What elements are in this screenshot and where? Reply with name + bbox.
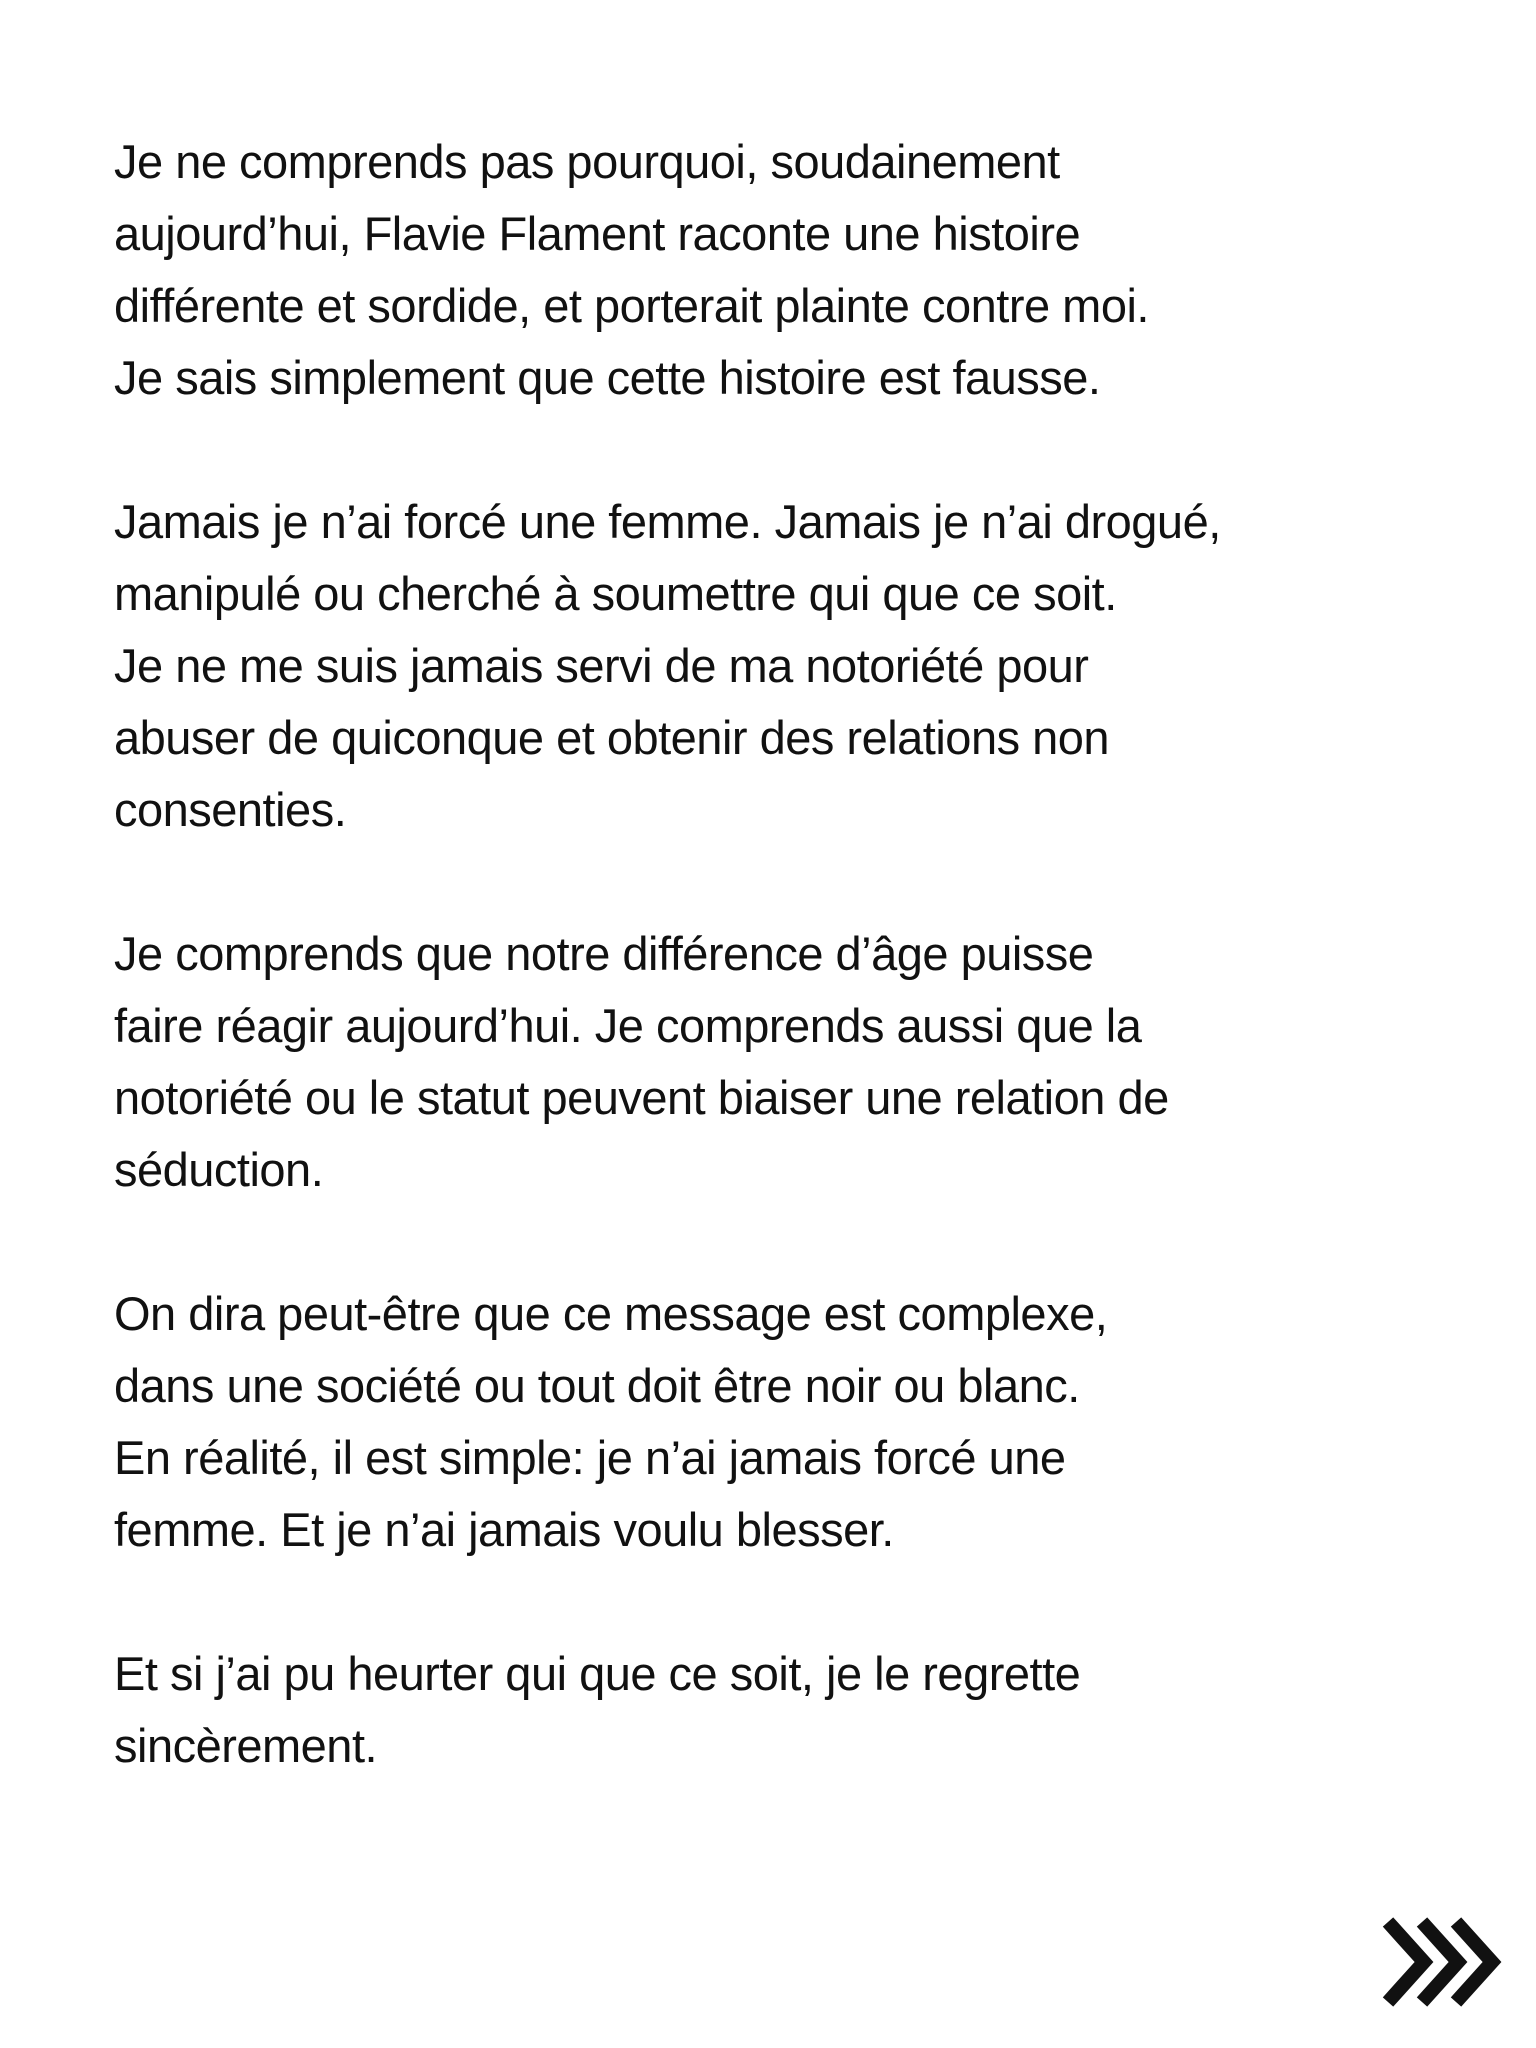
statement-paragraph-1: Je ne comprends pas pourquoi, soudainement aujourd’hui, Flavie Flament raconte une histoire différente et sordide, et porterait plainte contre moi. Je sais simplement que cette histoire est fausse. xyxy=(114,135,1149,404)
statement-paragraph-2: Jamais je n’ai forcé une femme. Jamais je n’ai drogué, manipulé ou cherché à soumettre qui que ce soit. Je ne me suis jamais servi de ma notoriété pour abuser de quiconque et obtenir des relations non consenties. xyxy=(114,495,1221,836)
statement-paragraph-5: Et si j’ai pu heurter qui que ce soit, je le regrette sincèrement. xyxy=(114,1647,1081,1772)
triple-chevron-right-icon xyxy=(1380,1914,1506,2010)
next-slide-button[interactable] xyxy=(1380,1914,1506,2010)
statement-paragraph-4: On dira peut-être que ce message est complexe, dans une société ou tout doit être noir ou blanc. En réalité, il est simple: je n’ai jamais forcé une femme. Et je n’ai jamais voulu blesser. xyxy=(114,1287,1108,1556)
statement-paragraph-3: Je comprends que notre différence d’âge puisse faire réagir aujourd’hui. Je comprends aussi que la notoriété ou le statut peuvent biaiser une relation de séduction. xyxy=(114,927,1169,1196)
statement-text-block xyxy=(114,126,1434,1854)
